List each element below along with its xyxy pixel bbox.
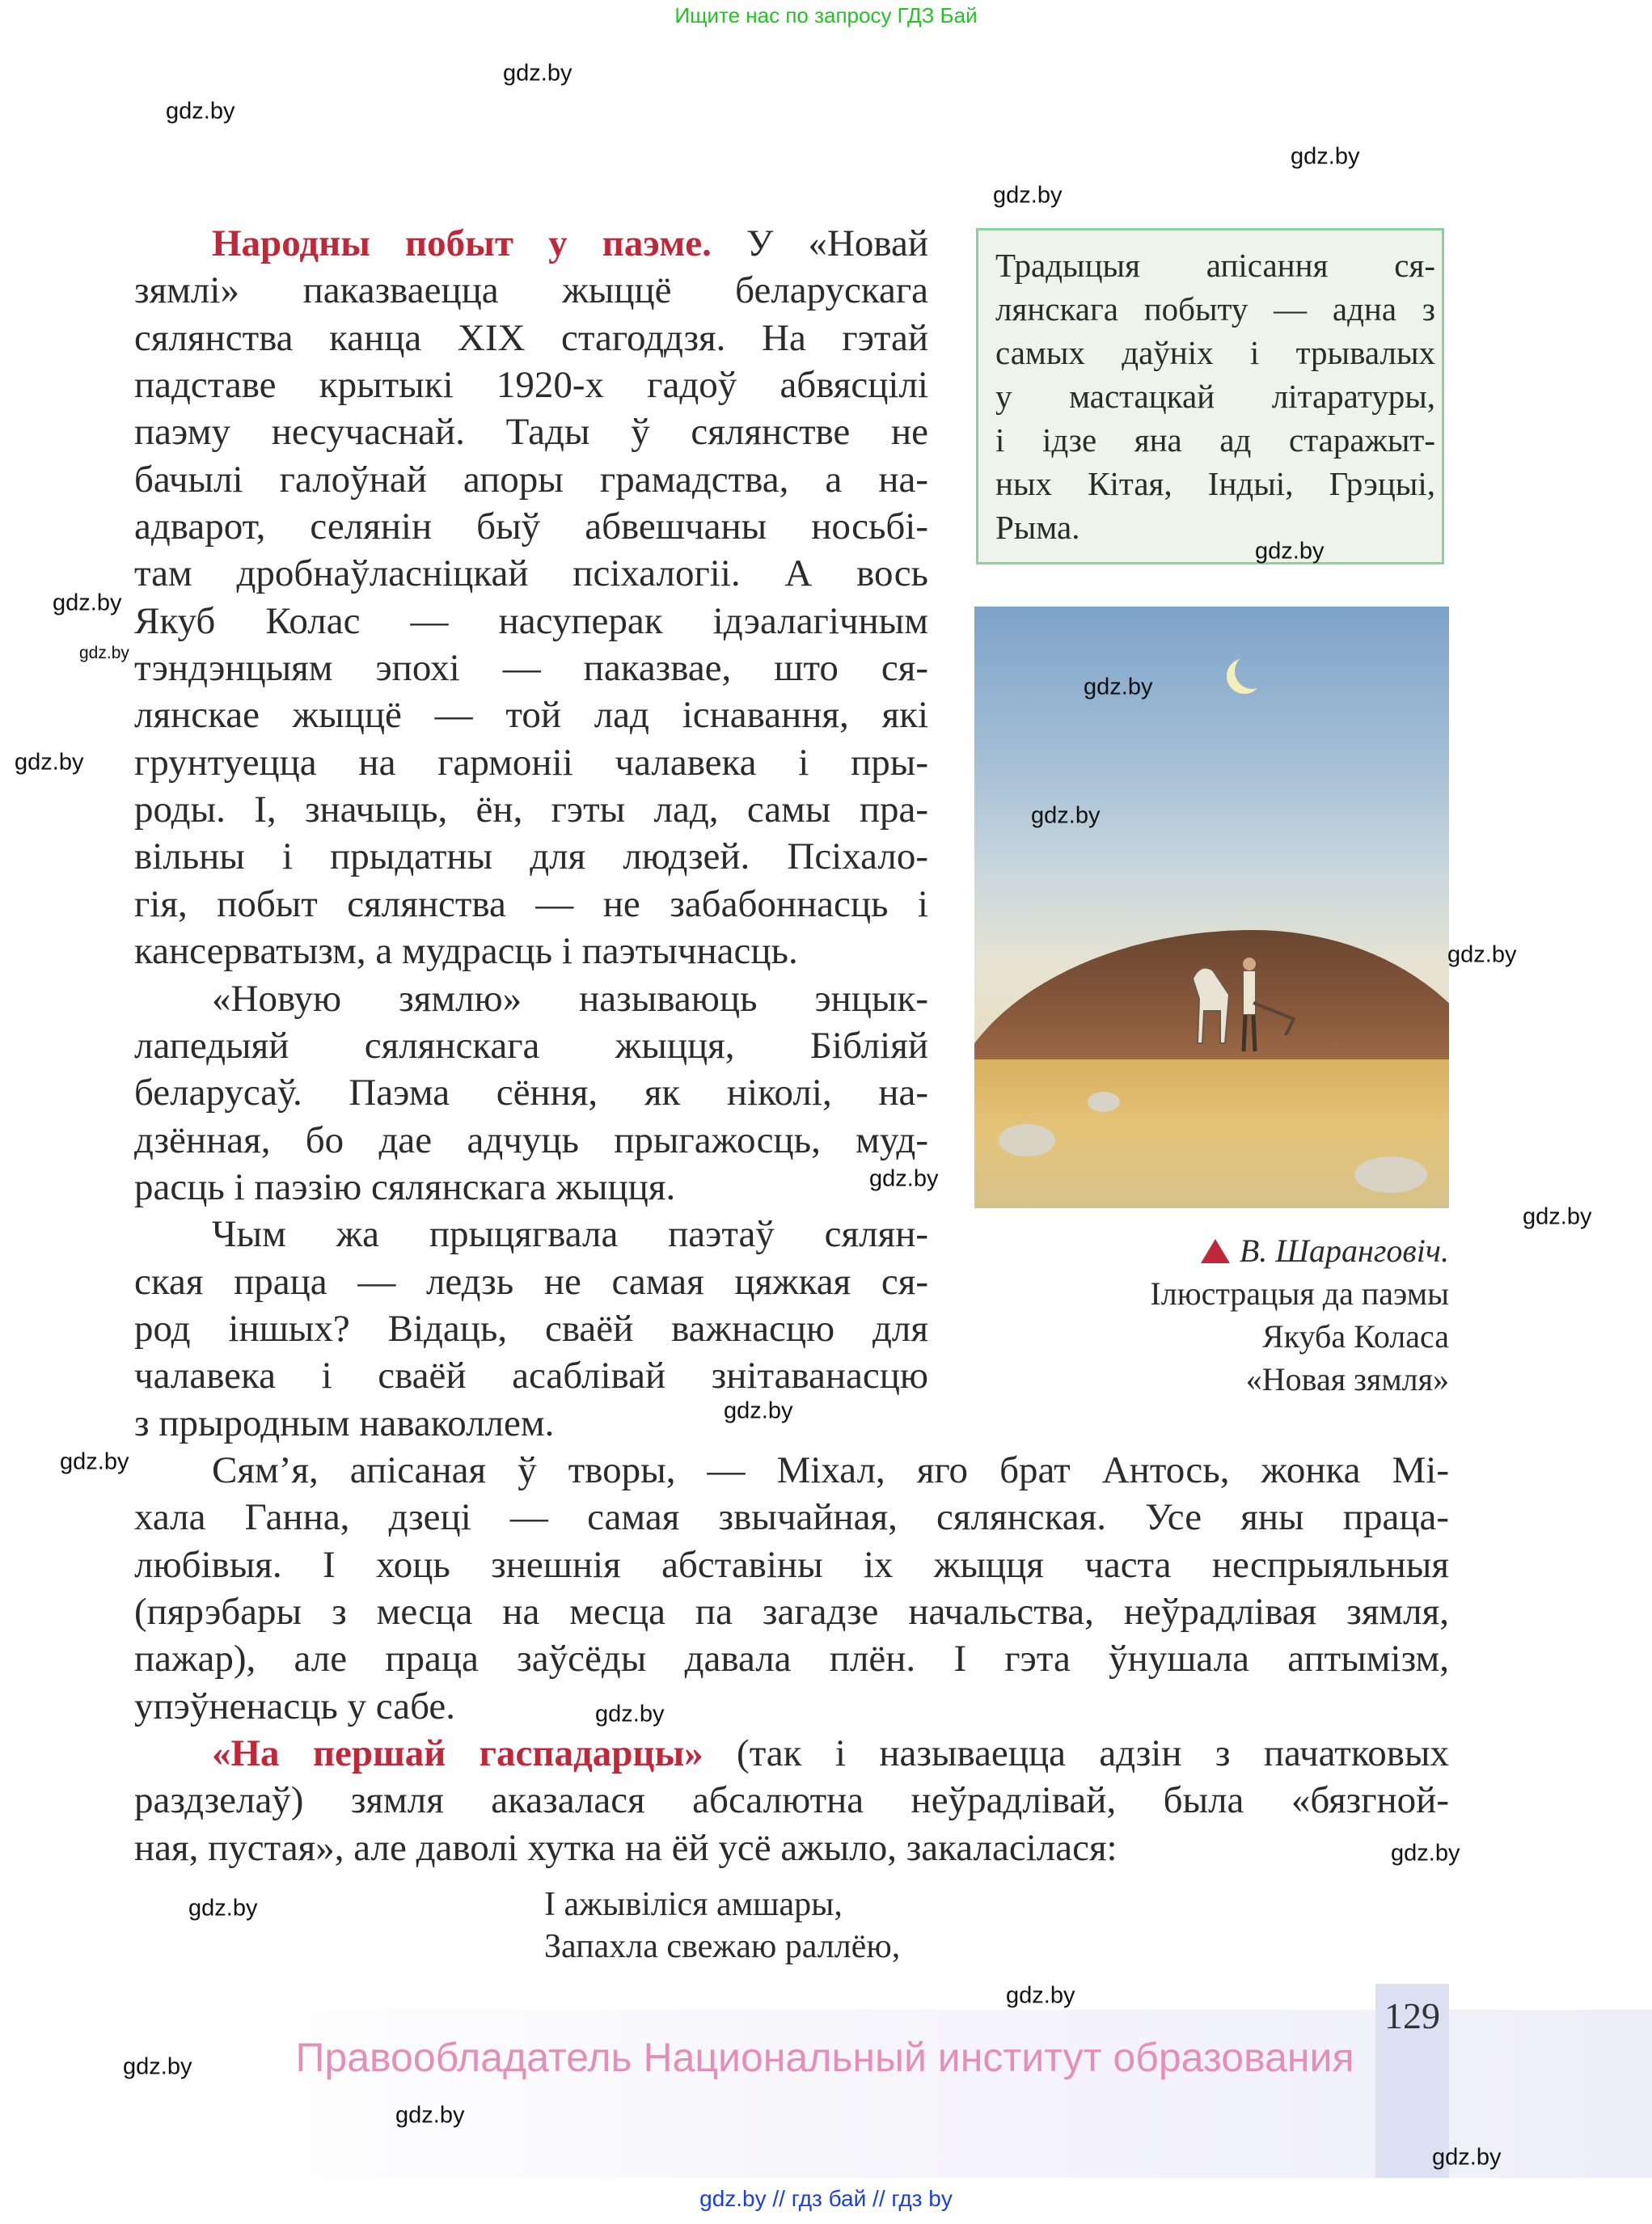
watermark: gdz.by	[993, 182, 1063, 209]
verse	[544, 1884, 900, 1968]
rock	[999, 1124, 1055, 1156]
text-line	[134, 1730, 1449, 1777]
text-line	[134, 1824, 1449, 1871]
moon-icon	[1235, 653, 1270, 689]
text-span: зямлі» паказваецца жыццё беларускага	[134, 269, 928, 312]
text-line	[134, 1397, 928, 1447]
text-line	[134, 691, 928, 738]
text-line	[134, 456, 928, 503]
text-line	[134, 1494, 1449, 1541]
text-line	[134, 1683, 1449, 1730]
text-span: «Новую зямлю» называюць энцык-	[212, 977, 928, 1020]
text-span: лапедыяй сялянскага жыцця, Бібліяй	[134, 1024, 928, 1067]
text-span: хала Ганна, дзеці — самая звычайная, сялянская. Усе яны праца-	[134, 1496, 1449, 1539]
text-line	[134, 1541, 1449, 1588]
watermark: gdz.by	[1391, 1840, 1460, 1867]
text-line	[134, 408, 928, 455]
triangle-marker-icon	[1201, 1239, 1230, 1263]
ploughman-figure	[1185, 946, 1298, 1068]
text-span: кансерватызм, а мудрасць і паэтычнасць.	[134, 930, 798, 973]
text-span: чалавека і сваёй асаблівай знітаванасцю	[134, 1355, 928, 1397]
text-line	[134, 550, 928, 597]
text-line	[134, 220, 928, 267]
search-hint: Ищите нас по запросу ГДЗ Бай	[674, 3, 978, 27]
text-line	[134, 1635, 1449, 1682]
text-line	[134, 739, 928, 786]
text-line	[134, 1305, 928, 1352]
info-box	[976, 228, 1444, 564]
text-span: адварот, селянін быў абвешчаны носьбі-	[134, 505, 928, 548]
text-line	[134, 1164, 928, 1211]
info-box-line: ных Кітая, Індыі, Грэцыі,	[995, 465, 1435, 502]
watermark: gdz.by	[1523, 1203, 1592, 1230]
watermark: gdz.by	[1084, 674, 1153, 700]
watermark: gdz.by	[1291, 143, 1360, 170]
watermark: gdz.by	[1031, 802, 1101, 829]
text-span: роды. І, значыць, ён, гэты лад, самы пра-	[134, 789, 928, 831]
rock	[1354, 1156, 1427, 1193]
text-line	[134, 1117, 928, 1164]
text-span: (так і называецца адзін з пачатковых	[703, 1732, 1449, 1774]
text-line	[134, 1211, 928, 1258]
illustration	[974, 607, 1449, 1208]
watermark: gdz.by	[1255, 538, 1325, 564]
text-span: падставе крытыкі 1920-х гадоў абвясцілі	[134, 364, 928, 407]
info-box-line: лянскага побыту — адна з	[995, 290, 1435, 328]
watermark: gdz.by	[395, 2102, 465, 2129]
text-span: пажар), але праца заўсёды давала плён. І гэта ўнушала аптымізм,	[134, 1638, 1449, 1681]
verse-line: І ажывіліся амшары,	[544, 1886, 843, 1923]
rock	[1088, 1092, 1120, 1112]
text-span: Чым жа прыцягвала паэтаў сялян-	[212, 1213, 928, 1256]
watermark: gdz.by	[595, 1701, 665, 1727]
text-span: расць і паэзію сялянскага жыцця.	[134, 1165, 676, 1208]
caption-line: Ілюстрацыя да паэмы	[1150, 1275, 1449, 1312]
verse-line: Запахла свежаю раллёю,	[544, 1928, 901, 1965]
text-line	[134, 598, 928, 645]
text-line	[134, 645, 928, 691]
section-heading: Народны побыт у паэме.	[212, 222, 712, 264]
text-line	[134, 975, 928, 1022]
text-span: род іншых? Відаць, сваёй важнасцю для	[134, 1307, 928, 1350]
text-span: паэму несучаснай. Тады ў сялянстве не	[134, 411, 928, 454]
info-box-line: самых даўніх і трывалых	[995, 334, 1435, 371]
watermark: gdz.by	[869, 1165, 939, 1192]
text-line	[134, 1777, 1449, 1824]
text-span: грунтуецца на гармоніі чалавека і пры-	[134, 741, 928, 784]
info-box-line: і ідзе яна ад старажыт-	[995, 421, 1435, 459]
text-span: гія, побыт сялянства — не забабоннасць і	[134, 882, 928, 925]
caption-author-line	[1201, 1229, 1449, 1272]
info-box-line: Рыма.	[995, 509, 1080, 546]
text-line	[134, 833, 928, 880]
text-span: Якуб Колас — насуперак ідэалагічным	[134, 599, 928, 642]
watermark: gdz.by	[79, 644, 129, 662]
text-span: Сям’я, апісаная ў творы, — Міхал, яго брат Антось, жонка Мі-	[212, 1448, 1449, 1491]
text-line	[134, 1022, 928, 1069]
caption-line: «Новая зямля»	[1245, 1361, 1449, 1397]
watermark: gdz.by	[1447, 941, 1517, 968]
caption-author: В. Шаранговіч.	[1239, 1233, 1449, 1269]
text-span: дзённая, бо дае адчуць прыгажосць, муд-	[134, 1118, 928, 1161]
text-span: ская праца — ледзь не самая цяжкая ся-	[134, 1260, 928, 1303]
watermark: gdz.by	[53, 590, 122, 616]
text-line	[134, 1352, 928, 1399]
watermark: gdz.by	[503, 60, 572, 87]
watermark: gdz.by	[1006, 1982, 1075, 2009]
text-line	[134, 881, 928, 928]
text-line	[134, 1447, 1449, 1494]
text-line	[134, 928, 928, 975]
watermark: gdz.by	[15, 749, 84, 776]
text-span: ная, пустая», але даволі хутка на ёй усё ажыло, закаласілася:	[134, 1826, 1118, 1869]
watermark: gdz.by	[724, 1397, 793, 1424]
watermark: gdz.by	[188, 1895, 258, 1922]
text-line	[134, 267, 928, 314]
text-line	[134, 1069, 928, 1116]
text-line	[134, 315, 928, 362]
watermark: gdz.by	[60, 1448, 129, 1475]
caption-line: Якуба Коласа	[1262, 1318, 1449, 1355]
watermark: gdz.by	[123, 2053, 192, 2080]
watermark: gdz.by	[166, 98, 235, 125]
text-span: У «Новай	[711, 222, 928, 264]
text-span: лянскае жыццё — той лад існавання, які	[134, 694, 928, 737]
text-span: вільны і прыдатны для людзей. Псіхало-	[134, 835, 928, 878]
text-span: тэндэнцыям эпохі — паказвае, што ся-	[134, 647, 928, 690]
section-heading: «На першай гаспадарцы»	[212, 1732, 703, 1774]
text-span: любівыя. І хоць знешнія абставіны іх жыцця часта неспрыяльныя	[134, 1543, 1449, 1586]
text-line	[134, 786, 928, 833]
info-box-line: у мастацкай літаратуры,	[995, 378, 1435, 415]
copyright-notice: Правообладатель Национальный институт образования	[295, 2035, 1354, 2080]
info-box-line: Традыцыя апісання ся-	[995, 247, 1435, 284]
text-span: раздзелаў) зямля аказалася абсалютна неўрадлівай, была «бязгной-	[134, 1779, 1449, 1822]
page-number: 129	[1375, 1984, 1449, 2178]
text-span: з прыродным наваколлем.	[134, 1402, 555, 1444]
text-line	[134, 1258, 928, 1305]
text-line	[134, 503, 928, 550]
text-span: беларусаў. Паэма сёння, як ніколі, на-	[134, 1072, 928, 1114]
text-span: упэўненасць у сабе.	[134, 1685, 455, 1727]
text-span: (пярэбары з месца на месца па загадзе начальства, неўрадлівая зямля,	[134, 1590, 1449, 1633]
text-line	[134, 362, 928, 408]
text-span: сялянства канца XIX стагоддзя. На гэтай	[134, 316, 928, 359]
text-span: там дробнаўласніцкай псіхалогіі. А вось	[134, 552, 928, 595]
text-line	[134, 1588, 1449, 1635]
bottom-links[interactable]: gdz.by // гдз бай // гдз by	[699, 2186, 953, 2211]
watermark: gdz.by	[1432, 2144, 1502, 2171]
text-span: бачылі галоўнай апоры грамадства, а на-	[134, 458, 928, 501]
